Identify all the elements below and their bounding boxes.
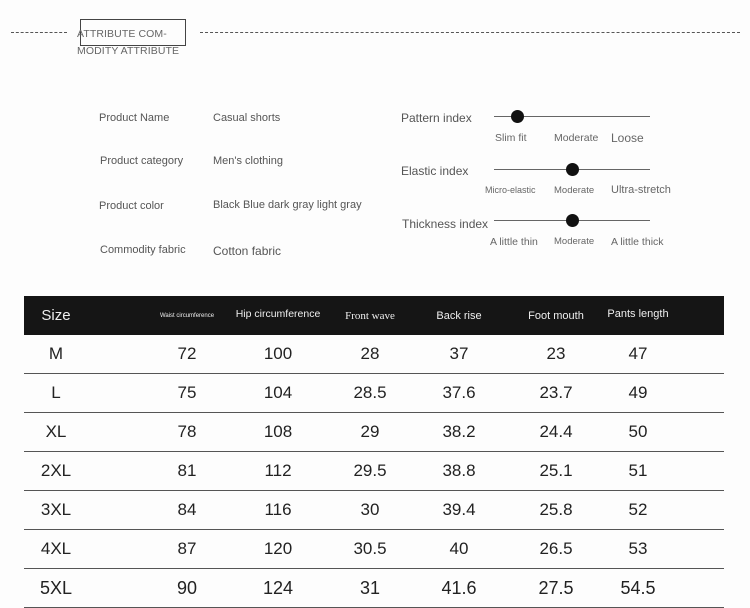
cell-back-rise: 37.6 — [408, 374, 510, 413]
cell-front-wave: 31 — [332, 569, 408, 608]
elastic-option-moderate: Moderate — [554, 185, 595, 196]
attr-value-product-category: Men's clothing — [213, 155, 283, 167]
cell-hip: 108 — [224, 413, 332, 452]
cell-front-wave: 30 — [332, 491, 408, 530]
cell-back-rise: 38.8 — [408, 452, 510, 491]
cell-back-rise: 37 — [408, 335, 510, 374]
cell-front-wave: 28 — [332, 335, 408, 374]
cell-pants-length: 53 — [602, 530, 724, 569]
thickness-index-label: Thickness index — [402, 217, 489, 231]
thickness-option-moderate: Moderate — [554, 236, 595, 247]
cell-hip: 104 — [224, 374, 332, 413]
pattern-option-moderate: Moderate — [554, 132, 599, 144]
elastic-option-ultra-stretch: Ultra-stretch — [611, 184, 671, 196]
cell-pants-length: 54.5 — [602, 569, 724, 608]
header-size: Size — [24, 296, 150, 335]
attr-label-product-category: Product category — [100, 155, 184, 167]
cell-size: 5XL — [24, 569, 150, 608]
header-foot-mouth: Foot mouth — [510, 296, 602, 335]
cell-pants-length: 50 — [602, 413, 724, 452]
cell-hip: 100 — [224, 335, 332, 374]
cell-foot-mouth: 27.5 — [510, 569, 602, 608]
attr-label-commodity-fabric: Commodity fabric — [100, 244, 186, 256]
header-waist-circumference: Waist circumference — [150, 296, 224, 335]
attr-label-product-color: Product color — [99, 200, 164, 212]
cell-front-wave: 28.5 — [332, 374, 408, 413]
elastic-index-label: Elastic index — [401, 164, 469, 178]
cell-size: XL — [24, 413, 150, 452]
cell-waist: 72 — [150, 335, 224, 374]
cell-size: 4XL — [24, 530, 150, 569]
cell-foot-mouth: 25.1 — [510, 452, 602, 491]
header-hip-circumference: Hip circumference — [224, 296, 332, 335]
cell-front-wave: 30.5 — [332, 530, 408, 569]
cell-back-rise: 40 — [408, 530, 510, 569]
table-row — [24, 530, 724, 569]
pattern-index-marker — [511, 110, 524, 123]
cell-foot-mouth: 25.8 — [510, 491, 602, 530]
cell-front-wave: 29.5 — [332, 452, 408, 491]
elastic-index-marker — [566, 163, 579, 176]
attr-value-product-color: Black Blue dark gray light gray — [213, 199, 362, 211]
cell-foot-mouth: 24.4 — [510, 413, 602, 452]
cell-back-rise: 38.2 — [408, 413, 510, 452]
table-row — [24, 452, 724, 491]
table-header-row — [24, 296, 724, 335]
cell-waist: 81 — [150, 452, 224, 491]
cell-pants-length: 52 — [602, 491, 724, 530]
cell-waist: 90 — [150, 569, 224, 608]
thickness-index-marker — [566, 214, 579, 227]
cell-waist: 87 — [150, 530, 224, 569]
pattern-index-label: Pattern index — [401, 111, 472, 125]
table-row — [24, 569, 724, 608]
table-row — [24, 491, 724, 530]
cell-hip: 124 — [224, 569, 332, 608]
cell-foot-mouth: 26.5 — [510, 530, 602, 569]
cell-waist: 78 — [150, 413, 224, 452]
cell-hip: 120 — [224, 530, 332, 569]
elastic-option-micro-elastic: Micro-elastic — [485, 185, 536, 195]
cell-back-rise: 39.4 — [408, 491, 510, 530]
cell-back-rise: 41.6 — [408, 569, 510, 608]
table-row — [24, 413, 724, 452]
thickness-option-a-little-thick: A little thick — [611, 236, 664, 248]
header-pants-length: Pants length — [602, 296, 724, 335]
cell-size: M — [24, 335, 150, 374]
cell-size: L — [24, 374, 150, 413]
cell-foot-mouth: 23 — [510, 335, 602, 374]
table-row — [24, 335, 724, 374]
header-divider-left — [11, 32, 67, 33]
cell-hip: 112 — [224, 452, 332, 491]
attr-value-commodity-fabric: Cotton fabric — [213, 244, 282, 258]
cell-front-wave: 29 — [332, 413, 408, 452]
cell-pants-length: 49 — [602, 374, 724, 413]
pattern-option-slim-fit: Slim fit — [495, 132, 527, 144]
thickness-option-a-little-thin: A little thin — [490, 236, 538, 248]
header-front-wave: Front wave — [332, 296, 408, 335]
cell-size: 2XL — [24, 452, 150, 491]
cell-waist: 84 — [150, 491, 224, 530]
cell-foot-mouth: 23.7 — [510, 374, 602, 413]
cell-pants-length: 51 — [602, 452, 724, 491]
size-chart-table — [24, 296, 724, 608]
header-divider-right — [200, 32, 740, 33]
header-title: ATTRIBUTE COM- MODITY ATTRIBUTE — [77, 28, 180, 57]
attr-value-product-name: Casual shorts — [213, 112, 281, 124]
attr-label-product-name: Product Name — [99, 112, 170, 124]
cell-waist: 75 — [150, 374, 224, 413]
cell-pants-length: 47 — [602, 335, 724, 374]
cell-size: 3XL — [24, 491, 150, 530]
header-back-rise: Back rise — [408, 296, 510, 335]
cell-hip: 116 — [224, 491, 332, 530]
table-row — [24, 374, 724, 413]
pattern-option-loose: Loose — [611, 131, 644, 145]
